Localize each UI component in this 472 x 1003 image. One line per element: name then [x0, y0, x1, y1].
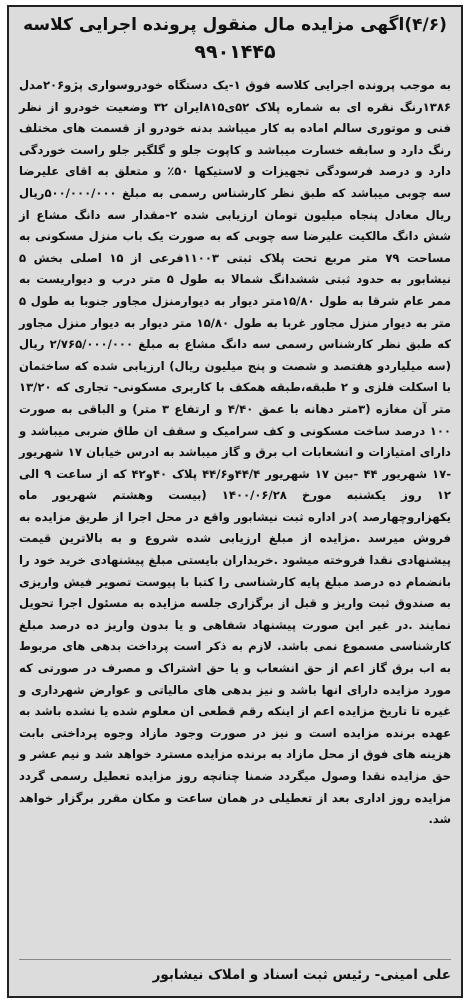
case-number: ۹۹۰۱۴۴۵ — [194, 41, 276, 63]
notice-title: (۴/۶)اگهی مزایده مال منقول پرونده اجرایی کلاسه — [23, 15, 447, 35]
notice-body: به موجب پرونده اجرایی کلاسه فوق ۱-یک دستگاه خودروسواری پژو۲۰۶مدل ۱۳۸۶رنگ نقره ای به شماره پلاک ۵۲ی۸۱۵ایران ۳۲ وضعیت خودرو از نظر فنی و موتوری سالم اماده به کار میباشد بدنه خودرو از قسمت های مختلف رنگ دارد و سابقه خسارت میباشد و کاپوت جلو و گلگیر جلو راست خوردگی دارد و درصد فرسودگی تجهیزات و لاستیکها ۵۰٪ و متعلق به اقای علیرضا سه چوبی میباشد که طبق نظر کارشناس رسمی به مبلغ ۵۰۰/۰۰۰/۰۰۰ریال ریال معادل پنجاه میلیون تومان ارزیابی شده ۲-مقدار سه دانگ مشاع از شش دانگ مالکیت علیرضا سه چوبی که به صورت یک باب منزل مسکونی به مساحت ۷۹ متر مربع تحت پلاک ثبتی ۱۱۰۰۳فرعی از ۱۵ اصلی بخش ۵ نیشابور به حدود ثبتی ششدانگ شمالا به طول ۵ متر درب و دیواریست به ممر عام شرقا به طول ۱۵/۸۰متر دیوار به دیوارمنزل مجاور جنوبا به طول ۵ متر به دیوار منزل مجاور غربا به طول ۱۵/۸۰ متر دیوار به دیوار منزل مجاور که طبق نظر کارشناس رسمی سه دانگ مشاع به مبلغ ۲/۷۶۵/۰۰۰/۰۰۰ ریال (سه میلیاردو هفتصد و شصت و پنج میلیون ریال) ارزیابی شده که ساختمان با اسکلت فلزی و ۲ طبقه،طبقه همکف با کاربری مسکونی- تجاری که ۱۳/۲۰ متر آن مغازه (۳متر دهانه با عمق ۴/۴۰ و ارتفاع ۳ متر) و الباقی به صورت ۱۰۰ درصد ساخت مسکونی و کف سرامیک و سقف ان طاق ضربی میباشد و دارای امتیازات و انشعابات اب برق و گاز میباشد به ادرس خیابان ۱۷ شهریور -۱۷ شهریور ۴۴ -بین ۱۷ شهریور ۴۴/۴و۴۴/۶ پلاک ۴۰و۴۲ که از ساعت ۹ الی ۱۲ روز یکشنبه مورخ ۱۴۰۰/۰۶/۲۸ (بیست وهشتم شهریور ماه یکهزاروچهارصد )در اداره ثبت نیشابور واقع در محل اجرا از طریق مزایده به فروش میرسد .مزایده از مبلغ ارزیابی شده شروع و به بالاترین قیمت پیشنهادی نقدا فروخته میشود .خریداران بایستی مبلغ پیشنهادی خرید خود را بانضمام ده درصد مبلغ پایه کارشناسی را کتبا با پیوست تصویر فیش واریزی به صندوق ثبت واریز و قبل از برگزاری جلسه مزایده به مسئول اجرا تحویل نمایند .در غیر این صورت پیشنهاد شفاهی و یا بدون واریز ده درصد مبلغ کارشناسی مسموع نمی باشد. لازم به ذکر است پرداخت بدهی های مربوط به اب برق گاز اعم از حق انشعاب و یا حق اشتراک و مصرف در صورتی که مورد مزایده دارای انها باشد و نیز بدهی های مالیاتی و عوارض شهرداری و غیره تا تاریخ مزایده اعم از اینکه رقم قطعی ان معلوم شده یا نشده باشد به عهده برنده مزایده است و نیز در صورت وجود مازاد وجوه پرداختی بابت هزینه های فوق از محل مازاد به برنده مزایده مسترد خواهد شد و نیم عشر و حق مزایده نقدا وصول میگردد ضمنا چنانچه روز مزایده تعطیل رسمی گردد مزایده روز اداری بعد از تعطیلی در همان ساعت و مکان مقرر برگزار خواهد شد. — [19, 78, 452, 827]
notice-header — [9, 7, 461, 69]
notice-clipping — [7, 5, 463, 998]
notice-signature: علی امینی- رئیس ثبت اسناد و املاک نیشابور — [19, 959, 451, 986]
